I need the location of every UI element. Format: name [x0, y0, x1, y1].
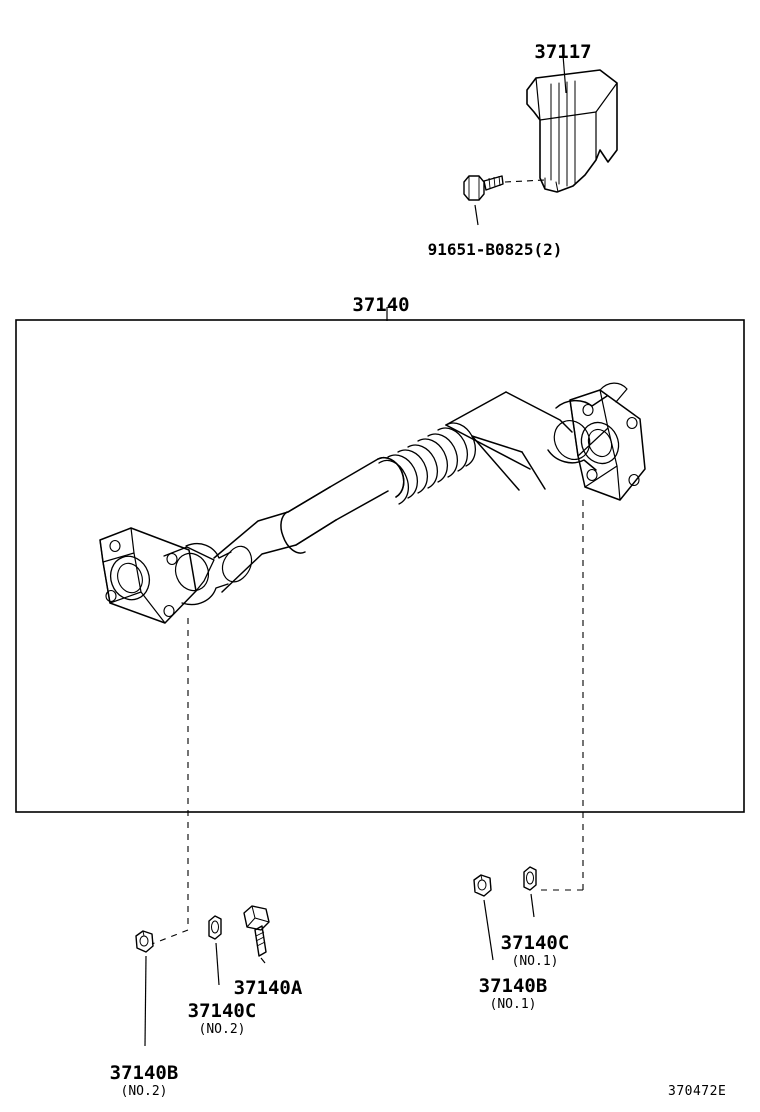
part-shape-37140B-no1: [474, 875, 491, 896]
part-number: 37140B: [478, 975, 548, 997]
part-sublabel: (NO.2): [198, 1022, 246, 1037]
part-number: 37140B: [109, 1062, 179, 1084]
part-shape-37140A: [244, 906, 269, 956]
leader-37140B-no1: [484, 900, 493, 960]
part-label-37140C: [501, 932, 570, 969]
part-shape-37117: [527, 70, 617, 192]
part-sublabel: (NO.1): [511, 954, 559, 969]
part-label-37140B: [479, 975, 548, 1012]
leader-91651: [475, 205, 478, 225]
assembly-box-37140: [16, 320, 744, 812]
part-label-37140: [352, 294, 409, 316]
leader-37140A: [261, 958, 265, 963]
part-shape-91651: [464, 176, 503, 200]
part-shape-37140C-no2: [209, 916, 221, 939]
part-label-91651-B0825-2-: [428, 240, 563, 259]
part-sublabel: (NO.2): [120, 1084, 168, 1099]
figure-code: 370472E: [668, 1084, 727, 1099]
part-shape-37140B-no2: [136, 931, 153, 952]
leader-37140C-no2: [216, 943, 219, 985]
part-label-37140C: [188, 1000, 257, 1037]
part-label-37140A: [234, 977, 303, 999]
leader-37140C-no1: [531, 894, 534, 917]
part-number: 37140A: [233, 977, 303, 999]
part-label-37140B: [110, 1062, 179, 1099]
part-shape-37140C-no1: [524, 867, 536, 890]
part-sublabel: (NO.1): [489, 997, 537, 1012]
part-number: 91651-B0825(2): [427, 240, 563, 259]
leader-left-dashed-2: [152, 930, 188, 944]
part-label-37117: [534, 41, 591, 63]
part-number: 37140: [352, 294, 410, 316]
part-shape-propeller-shaft: [100, 383, 645, 623]
part-number: 37140C: [187, 1000, 257, 1022]
leader-37140B-no2: [145, 956, 146, 1046]
part-number: 37117: [534, 41, 592, 63]
leader-91651-shield: [505, 180, 545, 182]
part-number: 37140C: [500, 932, 570, 954]
